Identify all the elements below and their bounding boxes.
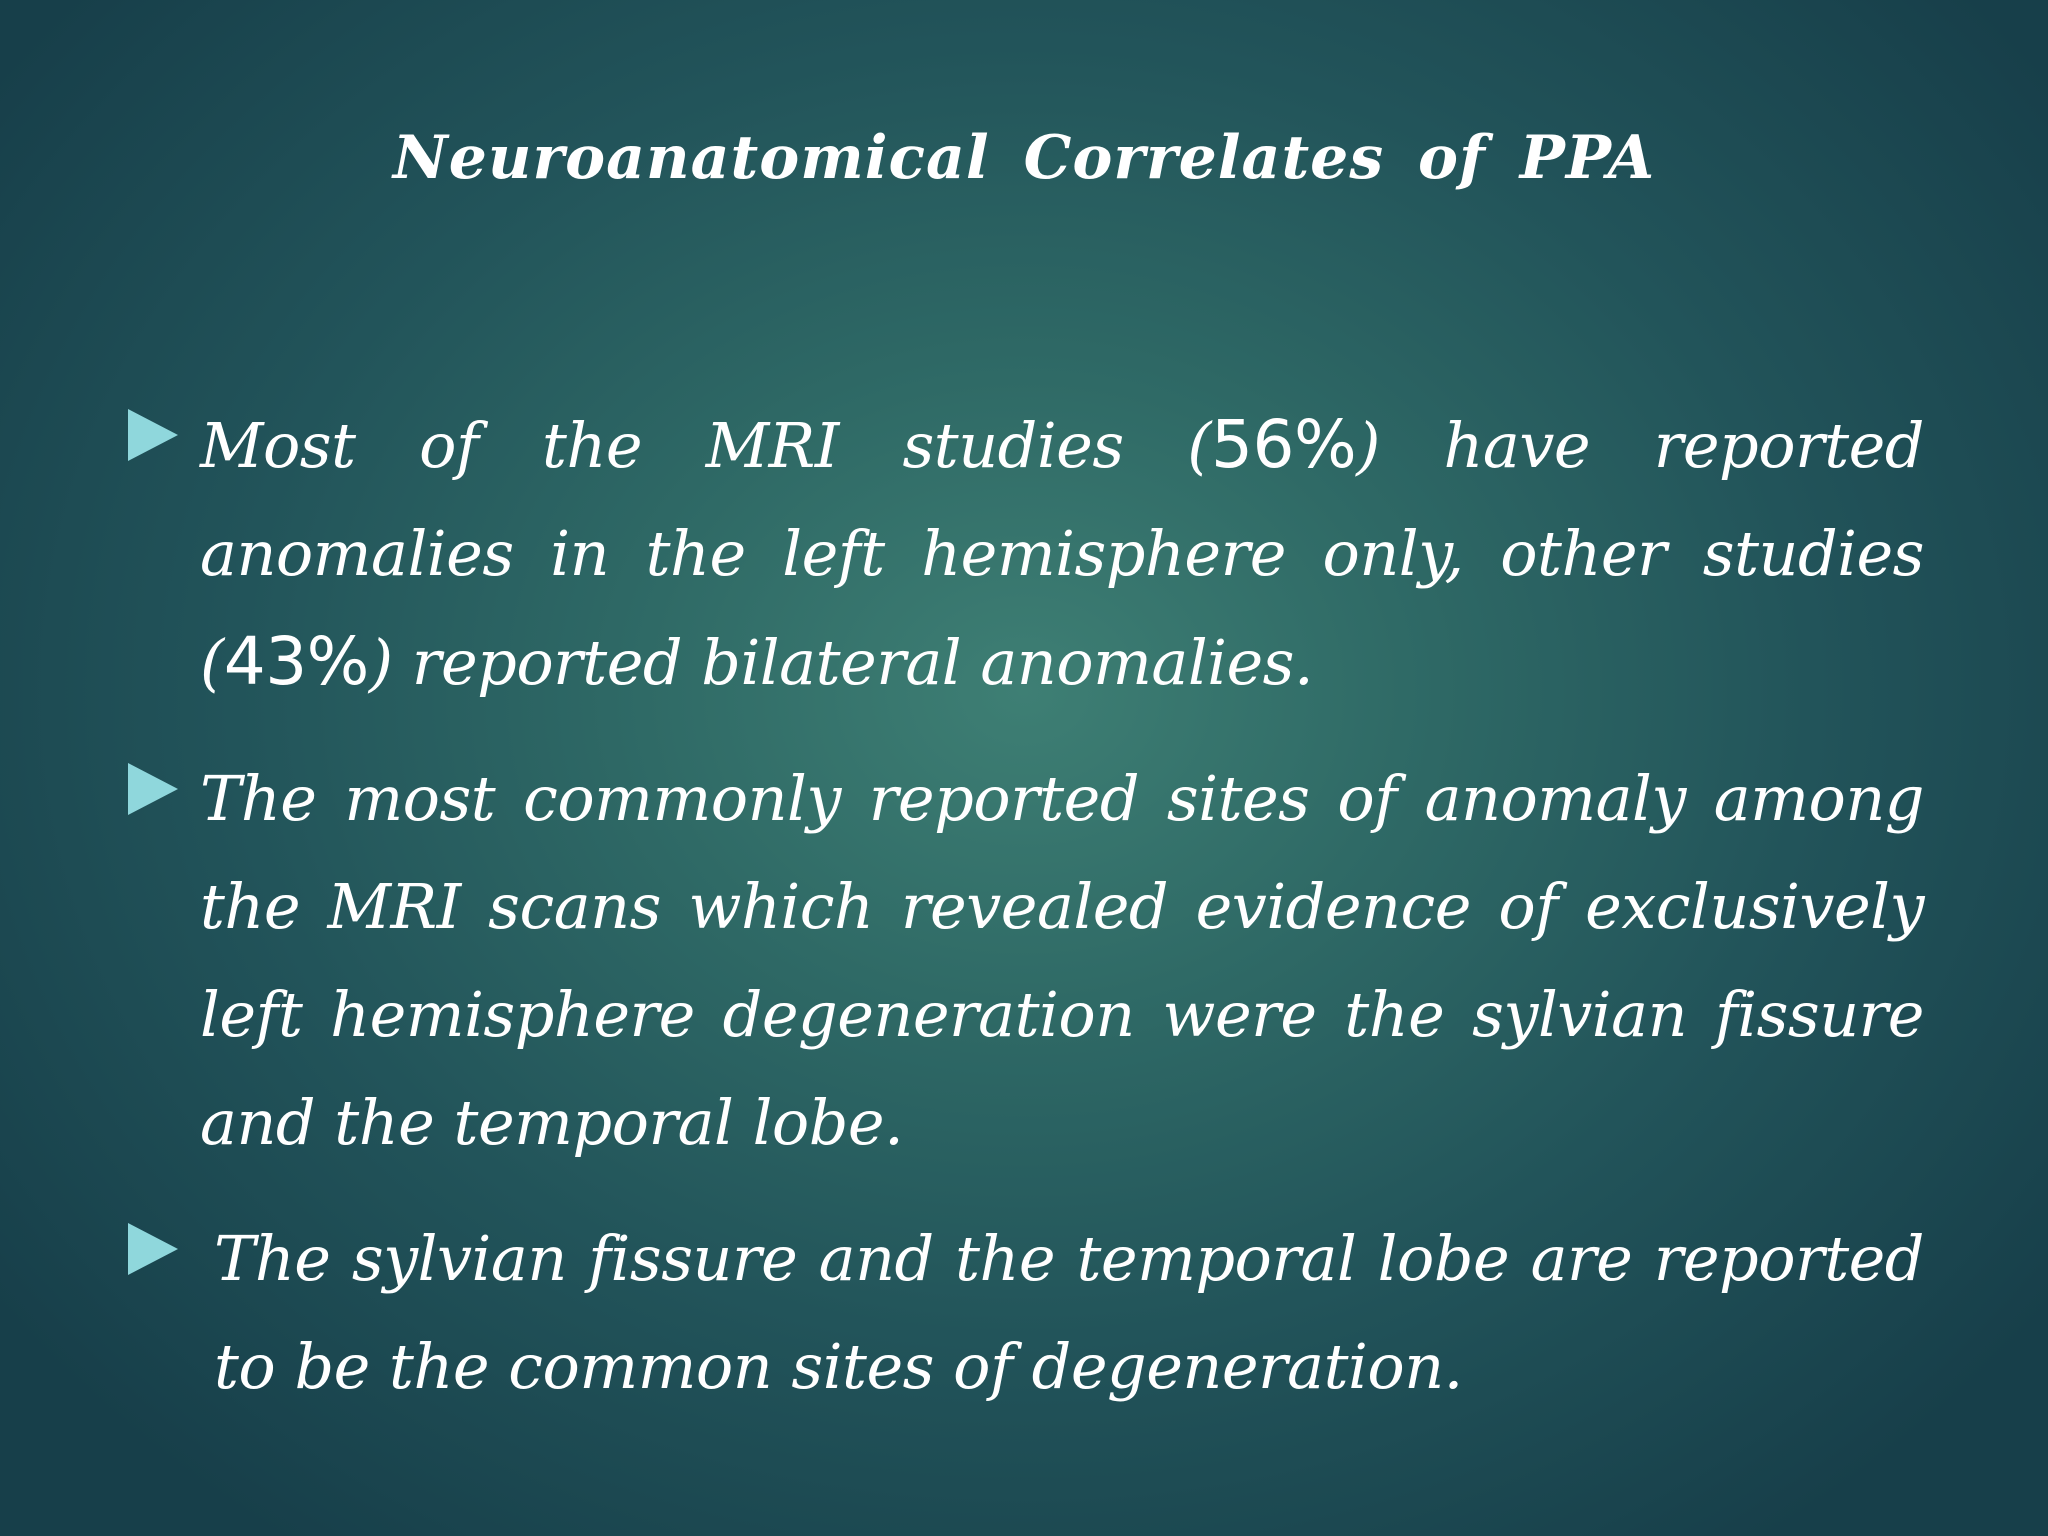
bullet-item-degeneration-sites — [128, 1205, 1924, 1421]
bullet-text: The most commonly reported sites of anomaly among the MRI scans which revealed evidence of exclusively left hemisphere degeneration were the sylvian fissure and the temporal lobe. — [200, 762, 1924, 1159]
percentage-value: 43% — [223, 623, 369, 700]
triangle-right-icon — [128, 1223, 178, 1275]
percentage-value: 56% — [1210, 406, 1357, 483]
bullet-text: The sylvian fissure and the temporal lobe are reported to be the common sites of degeneration. — [214, 1222, 1924, 1403]
bullet-text-part: Most of the MRI studies ( — [200, 409, 1211, 482]
triangle-right-icon — [128, 763, 178, 815]
bullet-list — [128, 391, 1924, 1449]
bullet-text — [200, 391, 1924, 717]
bullet-text-part: ) reported bilateral anomalies. — [368, 626, 1314, 699]
bullet-item-mri-studies — [128, 391, 1924, 717]
bullet-text-part: ) have reported anomalies in the left hemisphere only, other studies ( — [200, 409, 1924, 699]
triangle-right-icon — [128, 409, 178, 461]
slide-title: Neuroanatomical Correlates of PPA — [392, 123, 1656, 193]
bullet-item-common-sites — [128, 745, 1924, 1177]
